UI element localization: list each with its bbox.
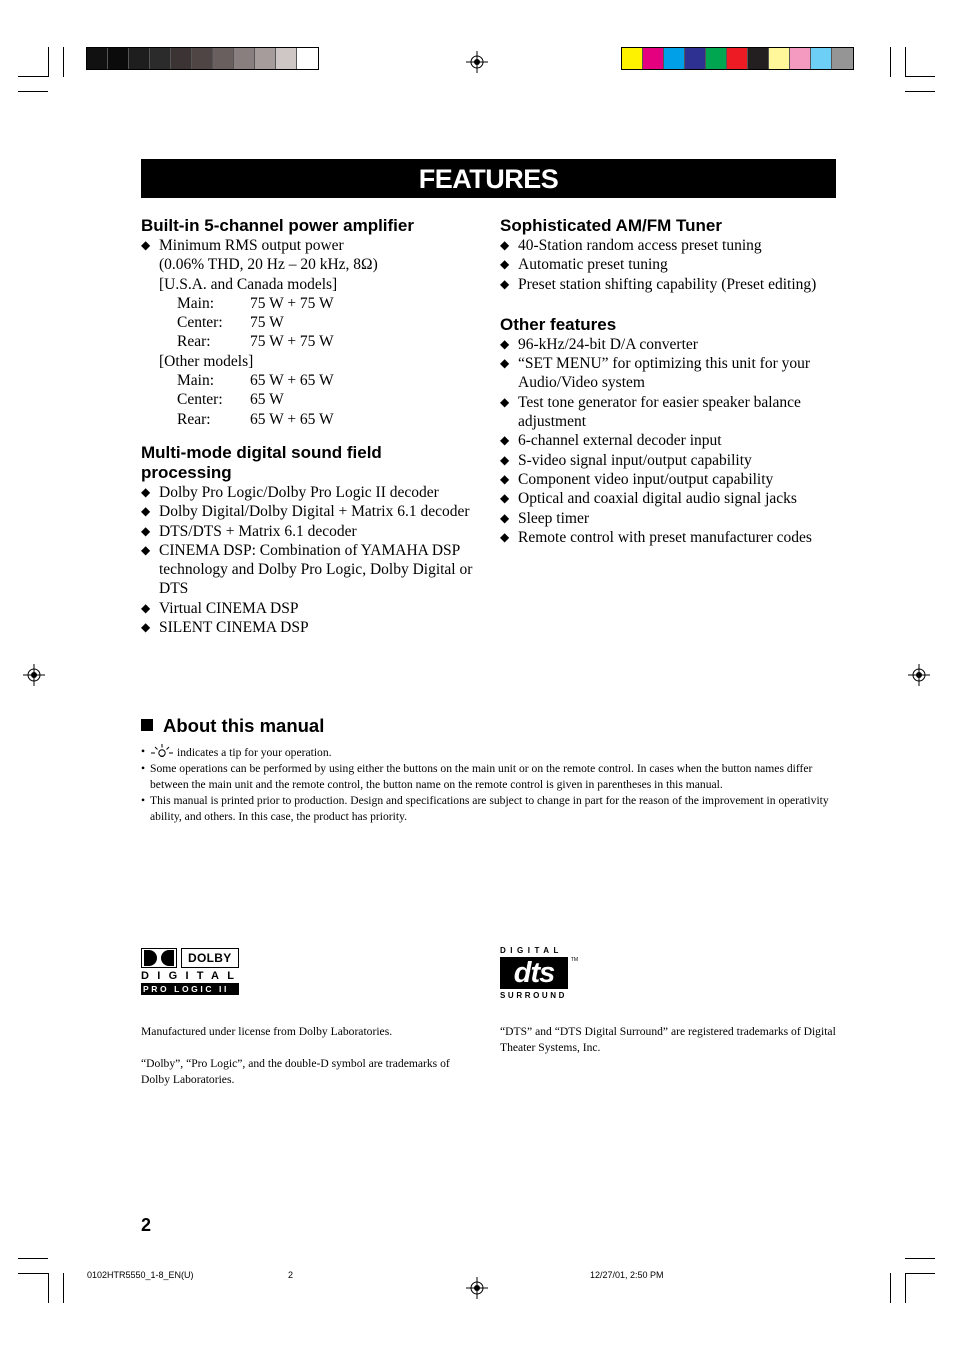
spec-row: Rear: 65 W + 65 W [177, 410, 334, 428]
about-manual-notes [141, 744, 833, 825]
page-number: 2 [141, 1215, 152, 1235]
color-swatch [213, 48, 234, 69]
note-item: • indicates a tip for your operation. [141, 745, 332, 759]
amplifier-list [141, 236, 481, 255]
list-item: ◆ Component video input/output capability [500, 470, 774, 488]
diamond-bullet-icon: ◆ [141, 238, 151, 252]
color-swatch [706, 48, 727, 69]
list-item: ◆ Test tone generator for easier speaker balance adjustment [500, 393, 801, 431]
other-features-list [500, 335, 836, 547]
about-manual-heading: About this manual [141, 715, 324, 737]
color-swatch [297, 48, 318, 69]
spec-row: Center: 75 W [177, 314, 284, 332]
crop-mark [48, 47, 49, 77]
crop-mark [63, 1273, 64, 1303]
color-swatch [234, 48, 255, 69]
diamond-bullet-icon: ◆ [500, 471, 510, 486]
registration-mark-icon [908, 664, 930, 686]
color-swatch [276, 48, 297, 69]
list-item: ◆ 6-channel external decoder input [500, 432, 722, 450]
section-heading-amplifier: Built-in 5-channel power amplifier [141, 216, 414, 235]
crop-mark [18, 1273, 48, 1274]
diamond-bullet-icon: ◆ [500, 452, 510, 467]
color-swatch [832, 48, 853, 69]
footer-file-name: 0102HTR5550_1-8_EN(U) [87, 1270, 194, 1280]
crop-mark [905, 76, 935, 77]
diamond-bullet-icon: ◆ [141, 523, 151, 538]
list-item: ◆ Automatic preset tuning [500, 256, 668, 274]
tuner-list [500, 236, 836, 294]
diamond-bullet-icon: ◆ [500, 238, 510, 252]
square-bullet-icon [141, 719, 153, 731]
color-swatch [727, 48, 748, 69]
process-color-bar [621, 47, 854, 70]
list-item: ◆ Preset station shifting capability (Preset editing) [500, 275, 817, 293]
list-item: ◆ S-video signal input/output capability [500, 451, 752, 469]
list-item: ◆ Optical and coaxial digital audio signal jacks [500, 490, 797, 508]
color-swatch [108, 48, 129, 69]
color-swatch [790, 48, 811, 69]
left-column [141, 216, 481, 637]
list-item: ◆ Remote control with preset manufacturer codes [500, 528, 812, 546]
color-swatch [748, 48, 769, 69]
crop-mark [18, 1258, 48, 1259]
note-item: • Some operations can be performed by using either the buttons on the main unit or on the remote control. In cases when the button names differ between the main unit and the remote control, the button name on the remote control is given in parentheses in this manual. [141, 762, 813, 791]
spec-row: Main: 65 W + 65 W [177, 372, 334, 390]
color-swatch [685, 48, 706, 69]
crop-mark [18, 91, 48, 92]
list-item: ◆ DTS/DTS + Matrix 6.1 decoder [141, 522, 357, 540]
color-swatch [811, 48, 832, 69]
color-swatch [664, 48, 685, 69]
list-item: ◆ CINEMA DSP: Combination of YAMAHA DSP technology and Dolby Pro Logic, Dolby Digital or DTS [141, 541, 473, 598]
dolby-trademark-text: “Dolby”, “Pro Logic”, and the double-D symbol are trademarks of Dolby Laboratories. [141, 1057, 450, 1086]
diamond-bullet-icon: ◆ [141, 542, 151, 557]
list-item: ◆ Dolby Digital/Dolby Digital + Matrix 6.1 decoder [141, 503, 470, 521]
list-item: ◆ Sleep timer [500, 509, 590, 527]
color-swatch [129, 48, 150, 69]
registration-mark-icon [466, 51, 488, 73]
color-swatch [192, 48, 213, 69]
dolby-wordmark: DOLBY [181, 948, 239, 968]
dolby-logo [141, 948, 243, 995]
dts-wordmark: dts [513, 957, 555, 989]
dolby-prologic-text: PRO LOGIC II [141, 983, 239, 995]
crop-mark [905, 47, 906, 77]
double-d-icon [141, 948, 177, 968]
color-swatch [622, 48, 643, 69]
dts-logo [500, 946, 580, 1002]
section-heading-dsp: Multi-mode digital sound field processing [141, 442, 382, 482]
dolby-license-text: Manufactured under license from Dolby Laboratories. [141, 1025, 393, 1038]
crop-mark [890, 1273, 891, 1303]
color-swatch [87, 48, 108, 69]
list-item: ◆ SILENT CINEMA DSP [141, 619, 309, 637]
diamond-bullet-icon: ◆ [141, 600, 151, 615]
dts-trademark-text: “DTS” and “DTS Digital Surround” are registered trademarks of Digital Theater Systems, Inc. [500, 1025, 836, 1054]
crop-mark [905, 1273, 906, 1303]
spec-row: Main: 75 W + 75 W [177, 294, 334, 312]
note-item: • This manual is printed prior to production. Design and specifications are subject to change in part for the reason of the improvement in operativity ability, and others. In this case, the product has priority. [141, 794, 829, 823]
dolby-digital-text: DIGITAL [141, 970, 243, 982]
diamond-bullet-icon: ◆ [141, 620, 151, 635]
usa-models-label: [U.S.A. and Canada models] [159, 275, 338, 293]
list-item: ◆ Virtual CINEMA DSP [141, 599, 299, 617]
diamond-bullet-icon: ◆ [500, 433, 510, 448]
footer-date: 12/27/01, 2:50 PM [590, 1270, 664, 1280]
color-swatch [150, 48, 171, 69]
diamond-bullet-icon: ◆ [500, 510, 510, 525]
page-title: FEATURES [141, 159, 836, 198]
diamond-bullet-icon: ◆ [500, 529, 510, 544]
list-item: ◆ “SET MENU” for optimizing this unit for your Audio/Video system [500, 355, 811, 392]
footer-page: 2 [288, 1270, 294, 1280]
color-swatch [643, 48, 664, 69]
list-item: ◆ Minimum RMS output power [141, 237, 344, 254]
dts-digital-text: DIGITAL [500, 946, 563, 955]
crop-mark [63, 47, 64, 77]
right-column [500, 216, 836, 547]
lightbulb-tip-icon [150, 744, 174, 758]
list-item: ◆ Dolby Pro Logic/Dolby Pro Logic II decoder [141, 483, 439, 501]
registration-mark-icon [23, 664, 45, 686]
section-heading-other-features: Other features [500, 314, 617, 334]
crop-mark [890, 47, 891, 77]
crop-mark [905, 1258, 935, 1259]
gray-color-bar [86, 47, 319, 70]
crop-mark [905, 91, 935, 92]
diamond-bullet-icon: ◆ [500, 257, 510, 272]
color-swatch [171, 48, 192, 69]
other-models-label: [Other models] [159, 352, 254, 370]
registration-mark-icon [466, 1277, 488, 1299]
dsp-list [141, 483, 481, 637]
crop-mark [48, 1273, 49, 1303]
amp-condition: (0.06% THD, 20 Hz – 20 kHz, 8Ω) [159, 256, 378, 274]
list-item: ◆ 96-kHz/24-bit D/A converter [500, 335, 698, 353]
spec-row: Rear: 75 W + 75 W [177, 333, 334, 351]
color-swatch [255, 48, 276, 69]
crop-mark [18, 76, 48, 77]
diamond-bullet-icon: ◆ [500, 356, 510, 371]
diamond-bullet-icon: ◆ [500, 276, 510, 291]
diamond-bullet-icon: ◆ [500, 394, 510, 409]
list-item: ◆ 40-Station random access preset tuning [500, 237, 762, 254]
section-heading-tuner: Sophisticated AM/FM Tuner [500, 216, 722, 235]
crop-mark [905, 1273, 935, 1274]
diamond-bullet-icon: ◆ [141, 484, 151, 499]
diamond-bullet-icon: ◆ [141, 504, 151, 519]
color-swatch [769, 48, 790, 69]
diamond-bullet-icon: ◆ [500, 491, 510, 506]
dts-surround-text: SURROUND [500, 991, 568, 1000]
dts-trademark: TM [570, 957, 578, 963]
spec-row: Center: 65 W [177, 391, 284, 409]
diamond-bullet-icon: ◆ [500, 336, 510, 351]
